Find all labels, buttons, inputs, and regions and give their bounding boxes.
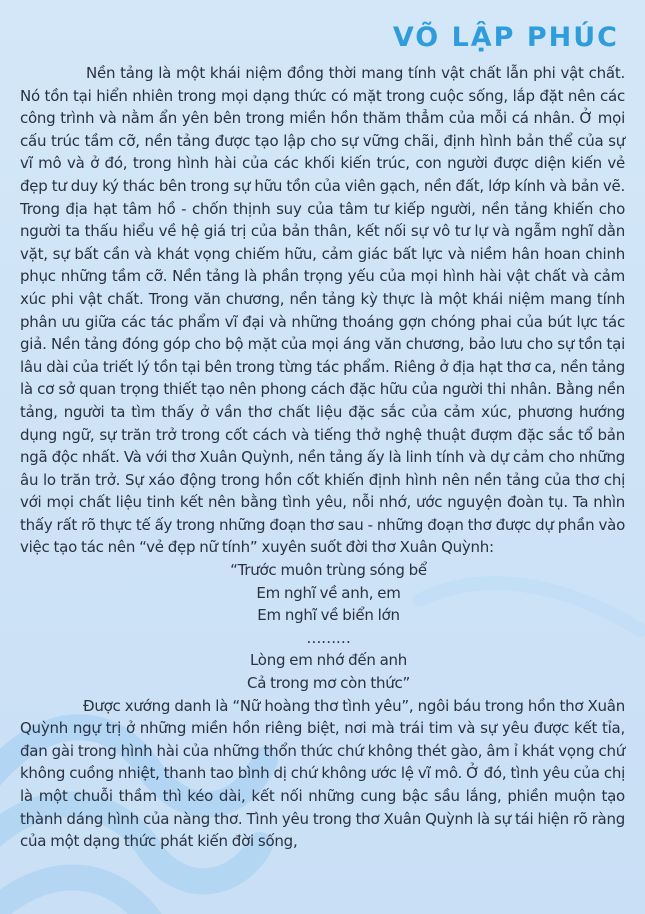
paragraph-analysis: Được xướng danh là “Nữ hoàng thơ tình yêu”, ngôi báu trong hồn thơ Xuân Quỳnh ngự trị ở những miền hồn riêng biệt, nơi mà trái tim và sự yêu được kết tỉa, đan gài trong hình hài của những thổn thức chứ không thét gào, âm ỉ khát vọng chứ không cuồng nhiệt, thanh tao bình dị chứ không ước lệ vĩ mô. Ở đó, tình yêu của chị là một chuỗi thầm thì kéo dài, kết nối những cung bậc sầu lắng, phiền muộn tạo thành dáng hình của nàng thơ. Tình yêu trong thơ Xuân Quỳnh là sự tái hiện rõ ràng của một dạng thức phát kiến đời sống, (20, 696, 625, 851)
author-name: VÕ LẬP PHÚC (392, 22, 619, 53)
poem-line: Lòng em nhớ đến anh (249, 651, 408, 670)
poem-ellipsis: ……… (306, 628, 351, 647)
poem-line: “Trước muôn trùng sóng bể (230, 561, 427, 580)
article-body (20, 62, 625, 853)
poem-line: Em nghĩ về biển lớn (257, 606, 400, 625)
paragraph-intro: Nền tảng là một khái niệm đồng thời mang tính vật chất lẫn phi vật chất. Nó tồn tại hiển nhiên trong mọi dạng thức có mặt trong cuộc sống, lắp đặt nên các công trình và nằm ẩn yên bên trong miền hồn thăm thẳm của mỗi cá nhân. Ở mọi cấu trúc tầm cỡ, nền tảng được tạo lập cho sự vững chãi, định hình bản thể của sự vĩ mô và ở đó, trong hình hài của các khối kiến trúc, con người được diện kiến vẻ đẹp tư duy ký thác bên trong sự hữu tồn của viên gạch, nền đất, lớp kính và bản vẽ. Trong địa hạt tâm hồ - chốn thịnh suy của tâm tư kiếp người, nền tảng khiến cho người ta thấu hiểu về hệ giá trị của bản thân, kết nối sự vô tư lự và ngẫm nghĩ dằn vặt, sự bất cần và khát vọng chiếm hữu, cảm giác bất lực và niềm hân hoan chinh phục những tầm cỡ. Nền tảng là phần trọng yếu của mọi hình hài vật chất và cảm xúc phi vật chất. Trong văn chương, nền tảng kỳ thực là một khái niệm mang tính phân ưu giữa các tác phẩm vĩ đại và những thoáng gợn chóng phai của bút lực tác giả. Nền tảng đóng góp cho bộ mặt của mọi áng văn chương, bảo lưu cho sự tồn tại lâu dài của triết lý tồn tại bên trong từng tác phẩm. Riêng ở địa hạt thơ ca, nền tảng là cơ sở quan trọng thiết tạo nên phong cách đặc hữu của người thi nhân. Bằng nền tảng, người ta tìm thấy ở vần thơ chất liệu đặc sắc của cảm xúc, phương hướng dụng ngữ, sự trăn trở trong cốt cách và tiếng thở nghệ thuật đượm đặc sắc tổ bản ngã độc nhất. Và với thơ Xuân Quỳnh, nền tảng ấy là linh tính và dự cảm cho những âu lo trăn trở. Sự xáo động trong hồn cốt khiến định hình nên nền tảng của thơ chị với mọi chất liệu tinh kết nên bằng tình yêu, nỗi nhớ, ước nguyện đoàn tụ. Ta nhìn thấy rất rõ thực tế ấy trong những đoạn thơ sau - những đoạn thơ được dự phần vào việc tạo tác nên “vẻ đẹp nữ tính” xuyên suốt đời thơ Xuân Quỳnh: (20, 64, 625, 557)
poem-line: Em nghĩ về anh, em (256, 583, 401, 602)
poem-excerpt (20, 559, 625, 695)
poem-line: Cả trong mơ còn thức” (246, 674, 411, 693)
